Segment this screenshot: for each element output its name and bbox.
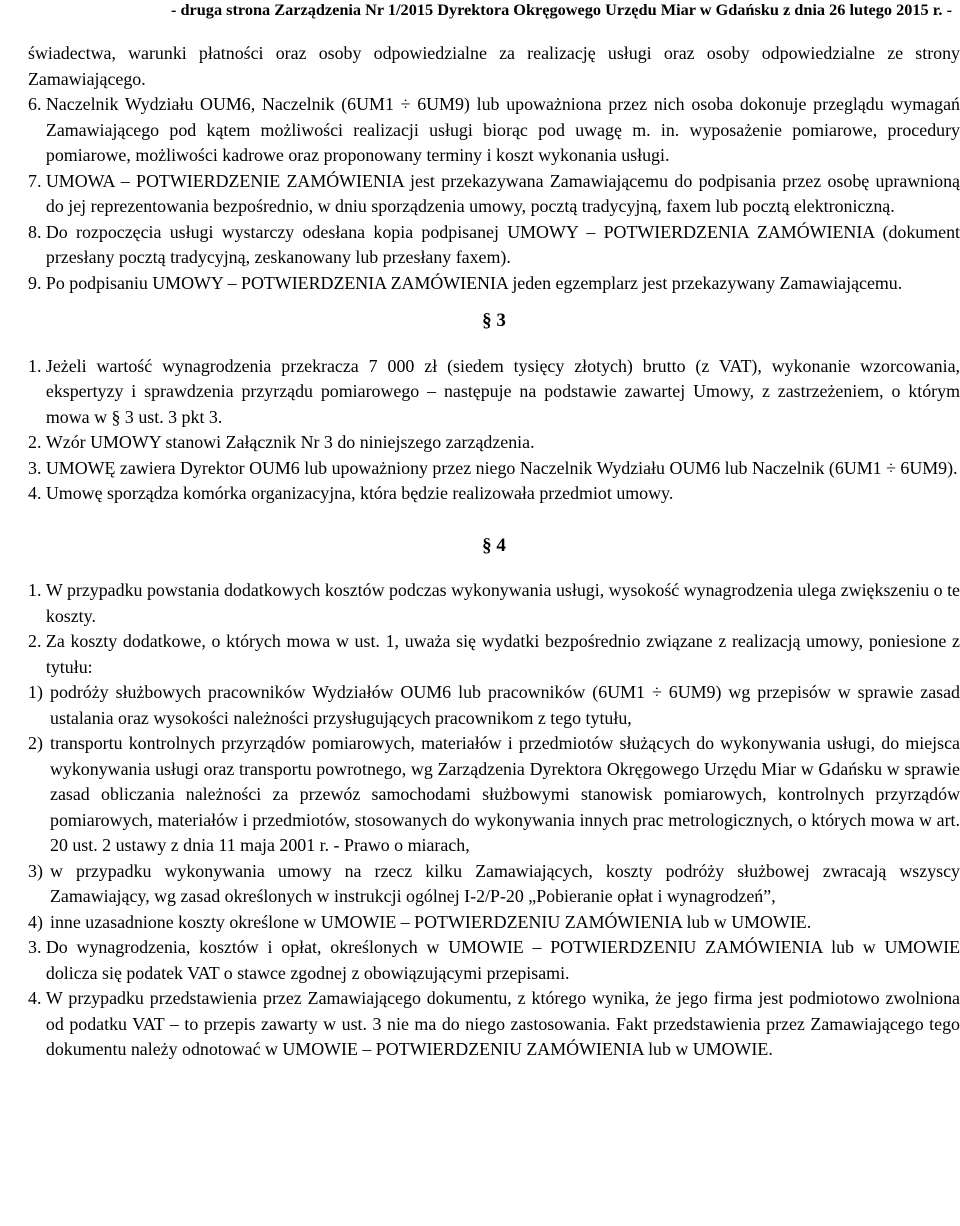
item-text: UMOWA – POTWIERDZENIE ZAMÓWIENIA jest przekazywana Zamawiającemu do podpisania przez osobę uprawnioną do jej reprezentowania bezpośrednio, w dniu sporządzenia umowy, pocztą tradycyjną, faxem lub pocztą elektroniczną. — [45, 170, 960, 216]
sublist-item — [28, 859, 960, 910]
sublist-item — [28, 731, 960, 859]
item-text: Do wynagrodzenia, kosztów i opłat, określonych w UMOWIE – POTWIERDZENIU ZAMÓWIENIA lub w UMOWIE dolicza się podatek VAT o stawce zgodnej z obowiązującymi przepisami. — [45, 937, 960, 983]
intro-paragraph: świadectwa, warunki płatności oraz osoby odpowiedzialne za realizację usługi oraz osoby odpowiedzialne ze strony Zamawiającego. — [28, 43, 960, 89]
item-number: 2. — [28, 432, 46, 452]
item-text: Za koszty dodatkowe, o których mowa w ust. 1, uważa się wydatki bezpośrednio związane z realizacją umowy, poniesione z tytułu: — [45, 631, 960, 677]
item-number: 2. — [28, 631, 46, 651]
item-text: UMOWĘ zawiera Dyrektor OUM6 lub upoważniony przez niego Naczelnik Wydziału OUM6 lub Naczelnik (6UM1 ÷ 6UM9). — [45, 457, 958, 478]
subitem-number: 1) — [28, 682, 43, 702]
section-3-heading: § 3 — [482, 310, 506, 331]
document-body — [28, 41, 960, 1063]
list-item — [28, 220, 960, 271]
subitem-text: w przypadku wykonywania umowy na rzecz kilku Zamawiających, koszty podróży służbowej zwracają wszyscy Zamawiający, wg zasad określonych w instrukcji ogólnej I-2/P-20 „Pobieranie opłat i wynagrodzeń”, — [50, 860, 960, 906]
section3-list — [28, 354, 960, 507]
list-item — [28, 271, 960, 297]
section-4-heading: § 4 — [482, 534, 506, 556]
item-number: 7. — [28, 170, 46, 191]
list-item — [28, 481, 960, 507]
sublist-item — [28, 680, 960, 731]
item-text: Jeżeli wartość wynagrodzenia przekracza 7 000 zł (siedem tysięcy złotych) brutto (z VAT), wykonanie wzorcowania, ekspertyzy i sprawdzenia przyrządu pomiarowego – następuje na podstawie zawartej Umowy, z zastrzeżeniem, o którym mowa w § 3 ust. 3 pkt 3. — [45, 355, 960, 427]
item-text: W przypadku powstania dodatkowych kosztów podczas wykonywania usługi, wysokość wynagrodzenia ulega zwiększeniu o te koszty. — [45, 580, 960, 626]
item-number: 8. — [28, 221, 46, 242]
item-number: 6. — [28, 94, 46, 114]
item-number: 9. — [28, 272, 46, 293]
item-text: Wzór UMOWY stanowi Załącznik Nr 3 do niniejszego zarządzenia. — [45, 432, 535, 452]
subitem-number: 4) — [28, 911, 43, 932]
sublist-item — [28, 910, 960, 936]
item-number: 3. — [28, 937, 46, 957]
page-header: - druga strona Zarządzenia Nr 1/2015 Dyrektora Okręgowego Urzędu Miar w Gdańsku z dnia 26 lutego 2015 r. - — [170, 0, 952, 19]
list-item — [28, 354, 960, 431]
item-text: W przypadku przedstawienia przez Zamawiającego dokumentu, z którego wynika, że jego firma jest podmiotowo zwolniona od podatku VAT – to przepis zawarty w ust. 3 nie ma do niego zastosowania. Fakt przedstawienia przez Zamawiającego tego dokumentu należy odnotować w UMOWIE – POTWIERDZENIU ZAMÓWIENIA lub w UMOWIE. — [45, 988, 960, 1059]
subitem-text: transportu kontrolnych przyrządów pomiarowych, materiałów i przedmiotów służących do wykonywania usługi, do miejsca wykonywania usługi oraz transportu powrotnego, wg Zarządzenia Dyrektora Okręgowego Urzędu Miar w Gdańsku w sprawie zasad obliczania należności za przewóz samochodami służbowymi stanowisk pomiarowych, kontrolnych przyrządów pomiarowych, materiałów i przedmiotów, stosowanych do wykonywania innych prac metrologicznych, o których mowa w art. 20 ust. 2 ustawy z dnia 11 maja 2001 r. - Prawo o miarach, — [50, 733, 960, 855]
list-item — [28, 629, 960, 680]
subitem-text: inne uzasadnione koszty określone w UMOWIE – POTWIERDZENIU ZAMÓWIENIA lub w UMOWIE. — [50, 911, 812, 932]
item-text: Do rozpoczęcia usługi wystarczy odesłana kopia podpisanej UMOWY – POTWIERDZENIA ZAMÓWIENIA (dokument przesłany pocztą tradycyjną, zeskanowany lub przesłany faxem). — [45, 221, 960, 267]
list-item — [28, 92, 960, 169]
item-text: Umowę sporządza komórka organizacyjna, która będzie realizowała przedmiot umowy. — [45, 483, 674, 503]
list-item — [28, 935, 960, 986]
list-item — [28, 986, 960, 1063]
item-body — [46, 629, 960, 680]
list-item — [28, 456, 960, 482]
subitem-number: 2) — [28, 733, 43, 753]
item-text: Naczelnik Wydziału OUM6, Naczelnik (6UM1 ÷ 6UM9) lub upoważniona przez nich osoba dokonuje przeglądu wymagań Zamawiającego pod kątem możliwości realizacji usługi biorąc pod uwagę m. in. wyposażenie pomiarowe, procedury pomiarowe, możliwości kadrowe oraz proponowany terminy i koszt wykonania usługi. — [45, 94, 960, 165]
subitem-number: 3) — [28, 860, 43, 881]
section4-list — [28, 578, 960, 1063]
list-item — [28, 169, 960, 220]
item-number: 1. — [28, 355, 46, 376]
item-text: Po podpisaniu UMOWY – POTWIERDZENIA ZAMÓWIENIA jeden egzemplarz jest przekazywany Zamawiającemu. — [45, 272, 903, 293]
section2-list — [28, 92, 960, 296]
list-item — [28, 578, 960, 629]
item-number: 4. — [28, 483, 46, 503]
item-number: 1. — [28, 580, 46, 600]
subitem-text: podróży służbowych pracowników Wydziałów OUM6 lub pracowników (6UM1 ÷ 6UM9) wg przepisów w sprawie zasad ustalania oraz wysokości należności przysługujących pracownikom z tego tytułu, — [50, 682, 960, 728]
item-number: 3. — [28, 457, 46, 478]
sublist — [28, 680, 960, 935]
list-item — [28, 430, 960, 456]
item-number: 4. — [28, 988, 46, 1008]
